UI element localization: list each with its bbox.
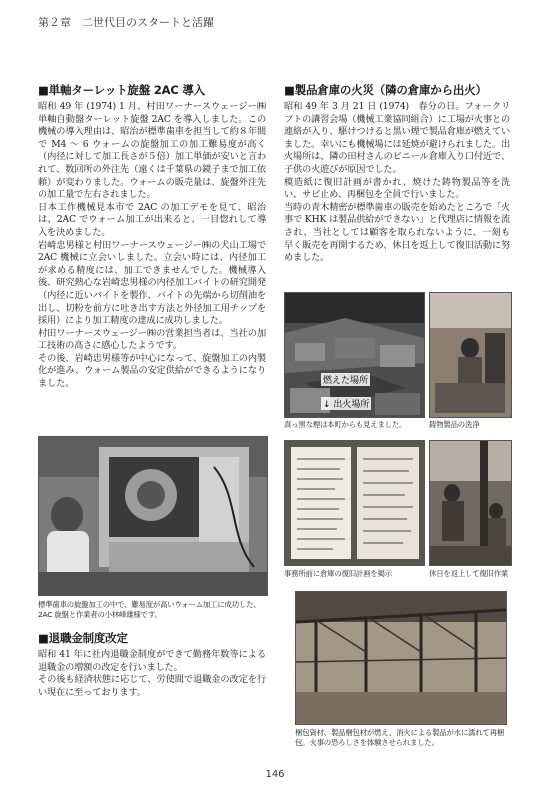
- recovery-plan-caption: 事務所前に倉庫の復旧計画を掲示: [284, 569, 392, 578]
- aerial-photo-caption: 真っ黒な煙は本町からも見えました。: [284, 420, 407, 429]
- lathe-photo: [38, 436, 268, 596]
- recovery-work-caption: 休日を返上して復旧作業: [429, 569, 509, 578]
- paragraph: その後、岩崎忠男様等が中心になって、旋盤加工の内製化が進み、ウォーム製品の安定供給ができるようになりました。: [38, 352, 266, 390]
- left-column-lower: [38, 630, 266, 699]
- paragraph: 村田ワーナースウェージー㈱の営業担当者は、当社の加工技術の高さに感心したようです。: [38, 327, 266, 352]
- paragraph: その後も経済状態に応じて、労使間で退職金の改定を行い現在に至っております。: [38, 674, 266, 698]
- page-number: 146: [265, 769, 285, 780]
- paragraph: 昭和 41 年に社内退職金制度ができて勤務年数等による退職金の増額の改定を行いました。: [38, 649, 266, 673]
- paragraph: 岩崎忠男様と村田ワーナースウェージー㈱の犬山工場で 2AC 機械に立会いしました。立会い時には、内径加工が求める精度には、加工できませんでした。機械導入後、研究熱心な岩崎忠男様の内径加工バイトの研究開発（内径に近いバイトを製作、バイトの先端から切削油を出し、切粉を前方に吐き出す方法と外径加工用チップを採用）により加工精度の達成に成功しました。: [38, 239, 266, 327]
- warehouse-photo-caption: 梱包資材、製品梱包材が燃え、消火による製品が水に濡れて再梱包。火事の恐ろしさを体験させられました。: [295, 728, 504, 747]
- right-column: [284, 82, 510, 265]
- section-title-2ac: ■単軸ターレット旋盤 2AC 導入: [38, 83, 205, 97]
- left-column: [38, 82, 266, 391]
- paragraph: 昭和 49 年 (1974) 1 月、村田ワーナースウェージー㈱単軸自動盤ターレット旋盤 2AC を導入しました。この機械の導入理由は、昭治が標準歯車を担当して約８年間で M4 ～ 6 ウォームの旋盤加工の加工難易度が高く（内径に対して加工長さが５倍）加工単価が安いと言われて、数回所の外注先（遠くは千葉県の鏡子まで加工依頼）が変わりました。ウォームの販売量は、旋盤外注先の加工量で左右されました。: [38, 101, 266, 201]
- label-burned-area: 燃えた場所: [321, 373, 370, 386]
- paragraph: 日本工作機械見本市で 2AC の加工デモを見て、昭治は、2AC でウォーム加工が出来ると、一目惚れして導入を決めました。: [38, 201, 266, 238]
- paragraph: 昭和 49 年 3 月 21 日 (1974) 春分の日。フォークリフトの講習会場（機械工業協同組合）に工場が火事との連絡が入り、駆けつけると黒い煙で製品倉庫が燃えていました。幸いにも機械場には延焼が避けられました。出火場所は、隣の田村さんのビニール倉庫入り口付近で、子供の火遊びが原因でした。: [284, 101, 510, 175]
- section-title-retirement: ■退職金制度改定: [38, 631, 128, 645]
- section-title-fire: ■製品倉庫の火災（隣の倉庫から出火）: [284, 83, 487, 97]
- lathe-photo-caption: 標準歯車の旋盤加工の中で、難易度が高いウォーム加工に成功した、2AC 旋盤と作業者の小林峰雄様です。: [38, 600, 261, 619]
- recovery-work-photo: [429, 440, 512, 566]
- recovery-plan-photo: [284, 440, 425, 566]
- washing-photo: [429, 292, 512, 418]
- paragraph: 当時の青木精密が標準歯車の販売を始めたところで「火事で KHK は製品供給ができない」と代理店に情報を流され、当社としては顧客を取られないように、一刻も早く販売を再開するため、休日を返上して復旧活動に努めました。: [284, 201, 510, 264]
- aerial-fire-photo: [284, 292, 425, 418]
- warehouse-photo: [295, 591, 507, 725]
- chapter-header: 第２章 二世代目のスタートと活躍: [38, 16, 214, 29]
- label-fire-origin: ↓ 出火場所: [321, 397, 371, 410]
- washing-photo-caption: 鋳物製品の洗浄: [429, 420, 480, 429]
- paragraph: 模造紙に復旧計画が書かれ、焼けた鋳物製品等を洗い、サビ止め、再梱包を全員で行いました。: [284, 176, 510, 201]
